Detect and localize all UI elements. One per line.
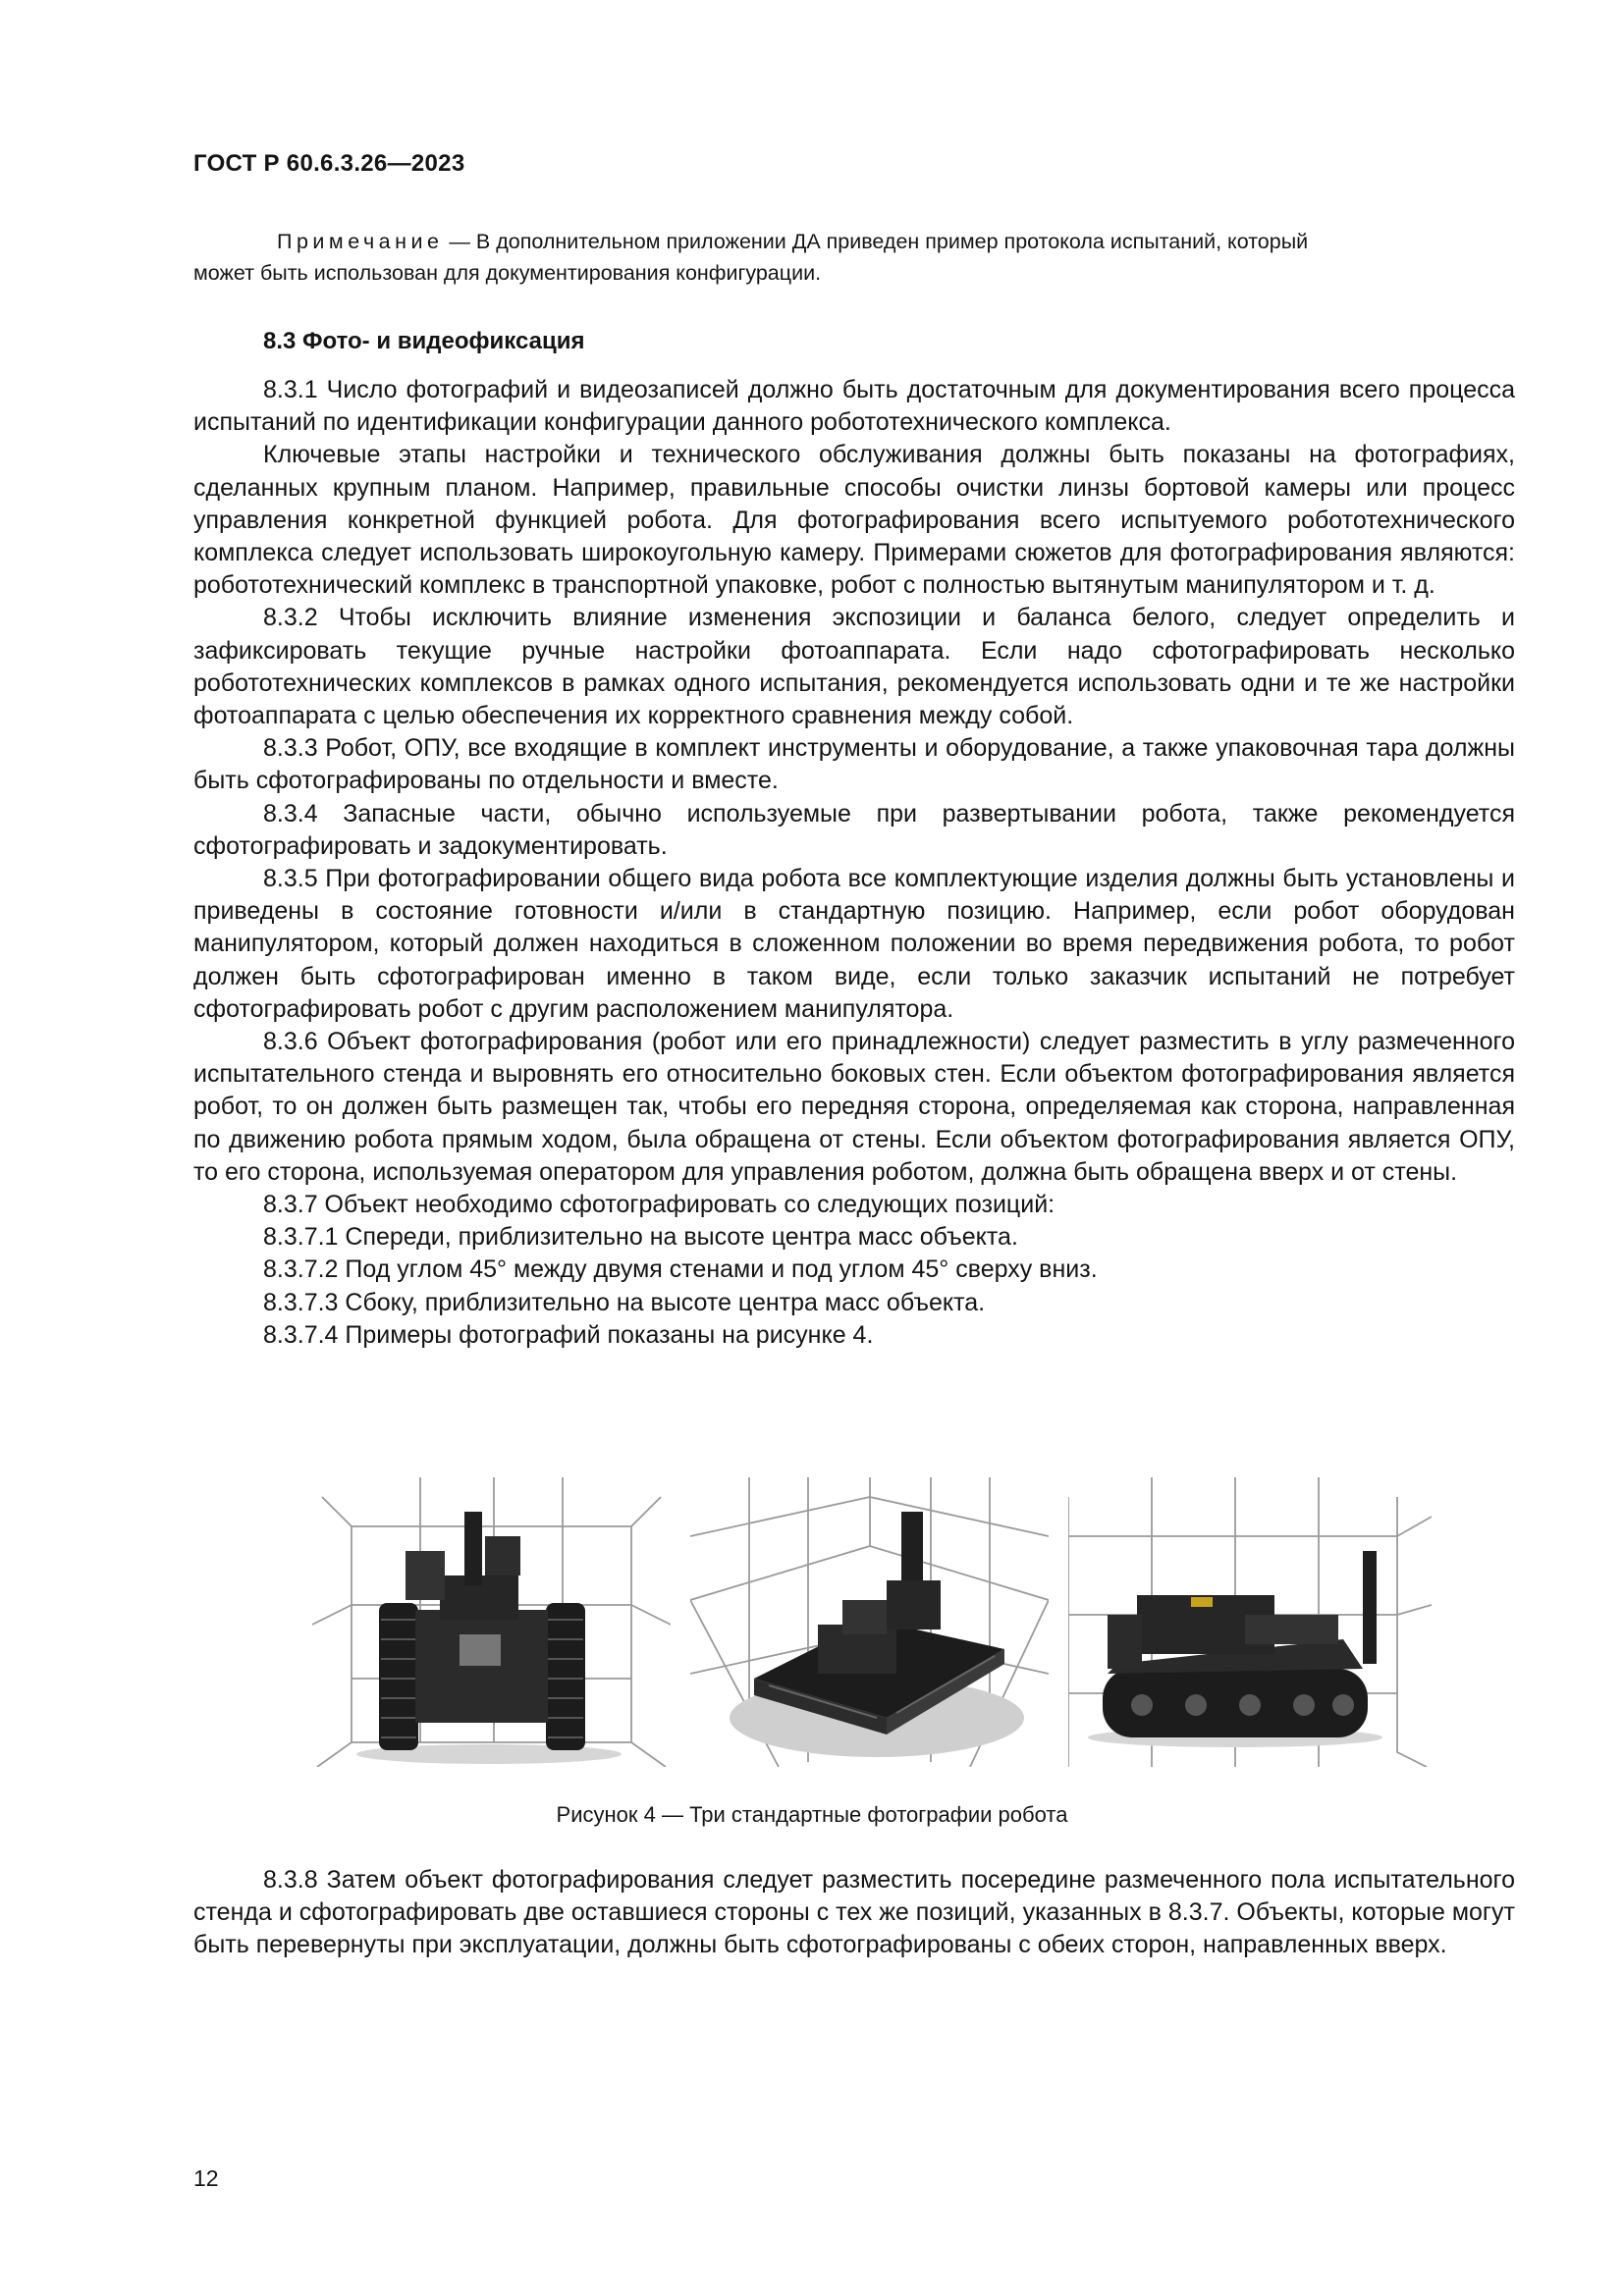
paragraph-8-3-7: 8.3.7 Объект необходимо сфотографировать со следующих позиций: bbox=[263, 1191, 1056, 1219]
paragraph-8-3-7-3: 8.3.7.3 Сбоку, приблизительно на высоте центра масс объекта. bbox=[263, 1288, 986, 1316]
paragraph-8-3-7-4: 8.3.7.4 Примеры фотографий показаны на рисунке 4. bbox=[263, 1320, 874, 1349]
note-line-1 bbox=[193, 226, 1515, 257]
section-title: 8.3 Фото- и видеофиксация bbox=[263, 328, 585, 354]
document-header: ГОСТ Р 60.6.3.26—2023 bbox=[193, 150, 465, 177]
paragraph-8-3-7-1: 8.3.7.1 Спереди, приблизительно на высоте центра масс объекта. bbox=[263, 1223, 1018, 1252]
section-body-continued bbox=[193, 1864, 1515, 1962]
paragraph-8-3-2: 8.3.2 Чтобы исключить влияние изменения экспозиции и баланса белого, следует определить и зафиксировать текущие ручные настройки фотоаппарата. Если надо сфотографировать несколько робототехнических комплексов в рамках одного испытания, рекомендуется использовать одни и те же настройки фотоаппарата с целью обеспечения их корректного сравнения между собой. bbox=[193, 604, 1515, 730]
paragraph-8-3-3: 8.3.3 Робот, ОПУ, все входящие в комплект инструменты и оборудование, а также упаковочная тара должны быть сфотографированы по отдельности и вместе. bbox=[193, 734, 1515, 795]
note-text-1: — В дополнительном приложении ДА приведен пример протокола испытаний, который bbox=[443, 230, 1309, 253]
robot-side-photo bbox=[1068, 1477, 1432, 1767]
paragraph-8-3-1: 8.3.1 Число фотографий и видеозаписей должно быть достаточным для документирования всего процесса испытаний по идентификации конфигурации данного робототехнического комплекса. bbox=[193, 376, 1515, 437]
note-line-2: может быть использован для документирования конфигурации. bbox=[193, 261, 822, 285]
robot-front-photo bbox=[312, 1477, 671, 1767]
note-block bbox=[193, 226, 1515, 289]
figure-caption: Рисунок 4 — Три стандартные фотографии робота bbox=[556, 1802, 1068, 1827]
paragraph-8-3-8: 8.3.8 Затем объект фотографирования следует разместить посередине размеченного пола испытательного стенда и сфотографировать две оставшиеся стороны с тех же позиций, указанных в 8.3.7. Объекты, которые могут быть перевернуты при эксплуатации, должны быть сфотографированы с обеих сторон, направленных вверх. bbox=[193, 1866, 1515, 1959]
section-body bbox=[193, 374, 1515, 1352]
paragraph-8-3-5: 8.3.5 При фотографировании общего вида робота все комплектующие изделия должны быть установлены и приведены в состояние готовности и/или в стандартную позицию. Например, если робот оборудован манипулятором, который должен находиться в сложенном положении во время передвижения робота, то робот должен быть сфотографирован именно в таком виде, если только заказчик испытаний не потребует сфотографировать робот с другим расположением манипулятора. bbox=[193, 865, 1515, 1023]
paragraph-8-3-7-2: 8.3.7.2 Под углом 45° между двумя стенами и под углом 45° сверху вниз. bbox=[263, 1255, 1098, 1284]
paragraph-8-3-4: 8.3.4 Запасные части, обычно используемые при развертывании робота, также рекомендуется сфотографировать и задокументировать. bbox=[193, 799, 1515, 860]
paragraph-8-3-6: 8.3.6 Объект фотографирования (робот или его принадлежности) следует разместить в углу размеченного испытательного стенда и выровнять его относительно боковых стен. Если объектом фотографирования является робот, то он должен быть размещен так, чтобы его передняя сторона, определяемая как сторона, направленная по движению робота прямым ходом, была обращена от стены. Если объектом фотографирования является ОПУ, то его сторона, используемая оператором для управления роботом, должна быть обращена вверх и от стены. bbox=[193, 1028, 1515, 1186]
paragraph-key-stages: Ключевые этапы настройки и технического обслуживания должны быть показаны на фотографиях, сделанных крупным планом. Например, правильные способы очистки линзы бортовой камеры или процесс управления конкретной функцией робота. Для фотографирования всего испытуемого робототехнического комплекса следует использовать широкоугольную камеру. Примерами сюжетов для фотографирования являются: робототехнический комплекс в транспортной упаковке, робот с полностью вытянутым манипулятором и т. д. bbox=[193, 441, 1515, 600]
page-number: 12 bbox=[193, 2165, 219, 2191]
robot-angle-photo bbox=[690, 1477, 1049, 1767]
figure-robot-photos bbox=[312, 1477, 1432, 1767]
note-label: Примечание bbox=[277, 230, 444, 253]
